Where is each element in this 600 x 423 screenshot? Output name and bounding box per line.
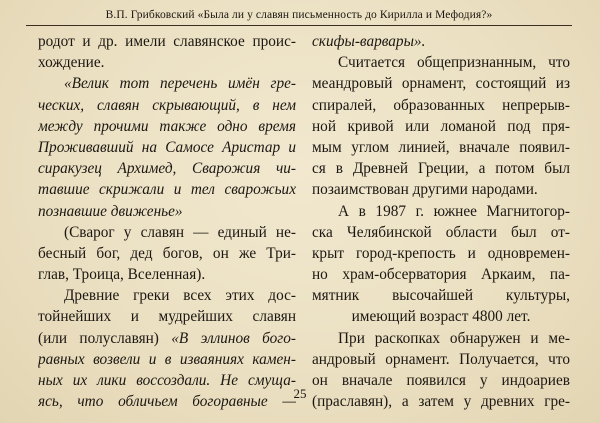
- text-line: познавшие движенье»: [38, 202, 183, 220]
- text-line: он вначале появился у индоариев: [312, 372, 570, 389]
- text-line: меандровый орнамент, состоящий из: [312, 75, 570, 93]
- quote-segment: «В эллинов бого-: [171, 329, 296, 347]
- text-line: ска Челябинской области был от-: [312, 223, 570, 241]
- text-line: крыт город-крепость и одновремен-: [312, 244, 570, 262]
- running-header: [26, 4, 572, 26]
- text-line: но храм-обсерватория Аркаим, па-: [312, 266, 570, 284]
- text-line: ных их лики воссоздали. Не смуща-: [38, 372, 296, 389]
- text-line: Древние греки всех этих дос-: [64, 287, 296, 305]
- text-line: андровый орнамент. Получается, что: [312, 350, 570, 368]
- text-line: ся в Древней Греции, а потом был: [312, 160, 570, 178]
- text-line: ясь, что обличьем богоравные —: [38, 393, 296, 411]
- text-line: Считается общепризнанным, что: [338, 54, 570, 72]
- text-line: [38, 328, 296, 349]
- text-line: сиракузец Архимед, Сварожия чи-: [38, 160, 296, 178]
- text-line: (Сварог у славян — единый не-: [64, 223, 296, 241]
- text-line: ной кривой или ломаной под пря-: [312, 117, 570, 135]
- text-line: тавшие скрижали и тел сварожьих: [38, 181, 296, 199]
- text-line: Проживавший на Самосе Аристар и: [38, 138, 296, 156]
- text-line: «Велик тот перечень имён гре-: [64, 75, 296, 93]
- text-line: мятник высочайшей культуры,: [312, 287, 570, 305]
- text-line: тойнейших и мудрейших славян: [38, 308, 296, 326]
- text-line: бесный бог, дед богов, он же Три-: [38, 244, 296, 262]
- text-line: хождение.: [38, 54, 105, 72]
- text-line: между прочими также одно время: [38, 117, 296, 135]
- text-line: родот и др. имели славянское проис-: [38, 33, 296, 50]
- text-line: имеющий возраст 4800 лет.: [351, 308, 531, 326]
- text-line: мым углом линией, вначале появил-: [312, 138, 570, 156]
- text-line: равных возвели и в изваяниях камен-: [38, 350, 296, 368]
- right-column: [312, 31, 570, 412]
- running-title: В.П. Грибковский «Была ли у славян письменность до Кирилла и Мефодия?»: [105, 8, 493, 21]
- text-columns: [38, 31, 570, 412]
- text-line: позаимствован другими народами.: [312, 181, 538, 199]
- text-line: ческих, славян скрывающий, в нем: [38, 96, 296, 114]
- left-column: [38, 31, 296, 412]
- text-line: спиралей, образованных непрерыв-: [312, 96, 570, 114]
- text-segment: (или полуславян): [38, 329, 172, 347]
- text-line: При раскопках обнаружен и ме-: [338, 329, 570, 347]
- text-line: А в 1987 г. южнее Магнитогор-: [338, 202, 570, 220]
- text-line: скифы-варвары».: [312, 33, 426, 50]
- page-footer: [0, 386, 600, 402]
- page-number: 25: [293, 386, 307, 401]
- text-line: (праславян), а затем у древних гре-: [312, 393, 570, 411]
- text-line: глав, Троица, Вселенная).: [38, 266, 206, 284]
